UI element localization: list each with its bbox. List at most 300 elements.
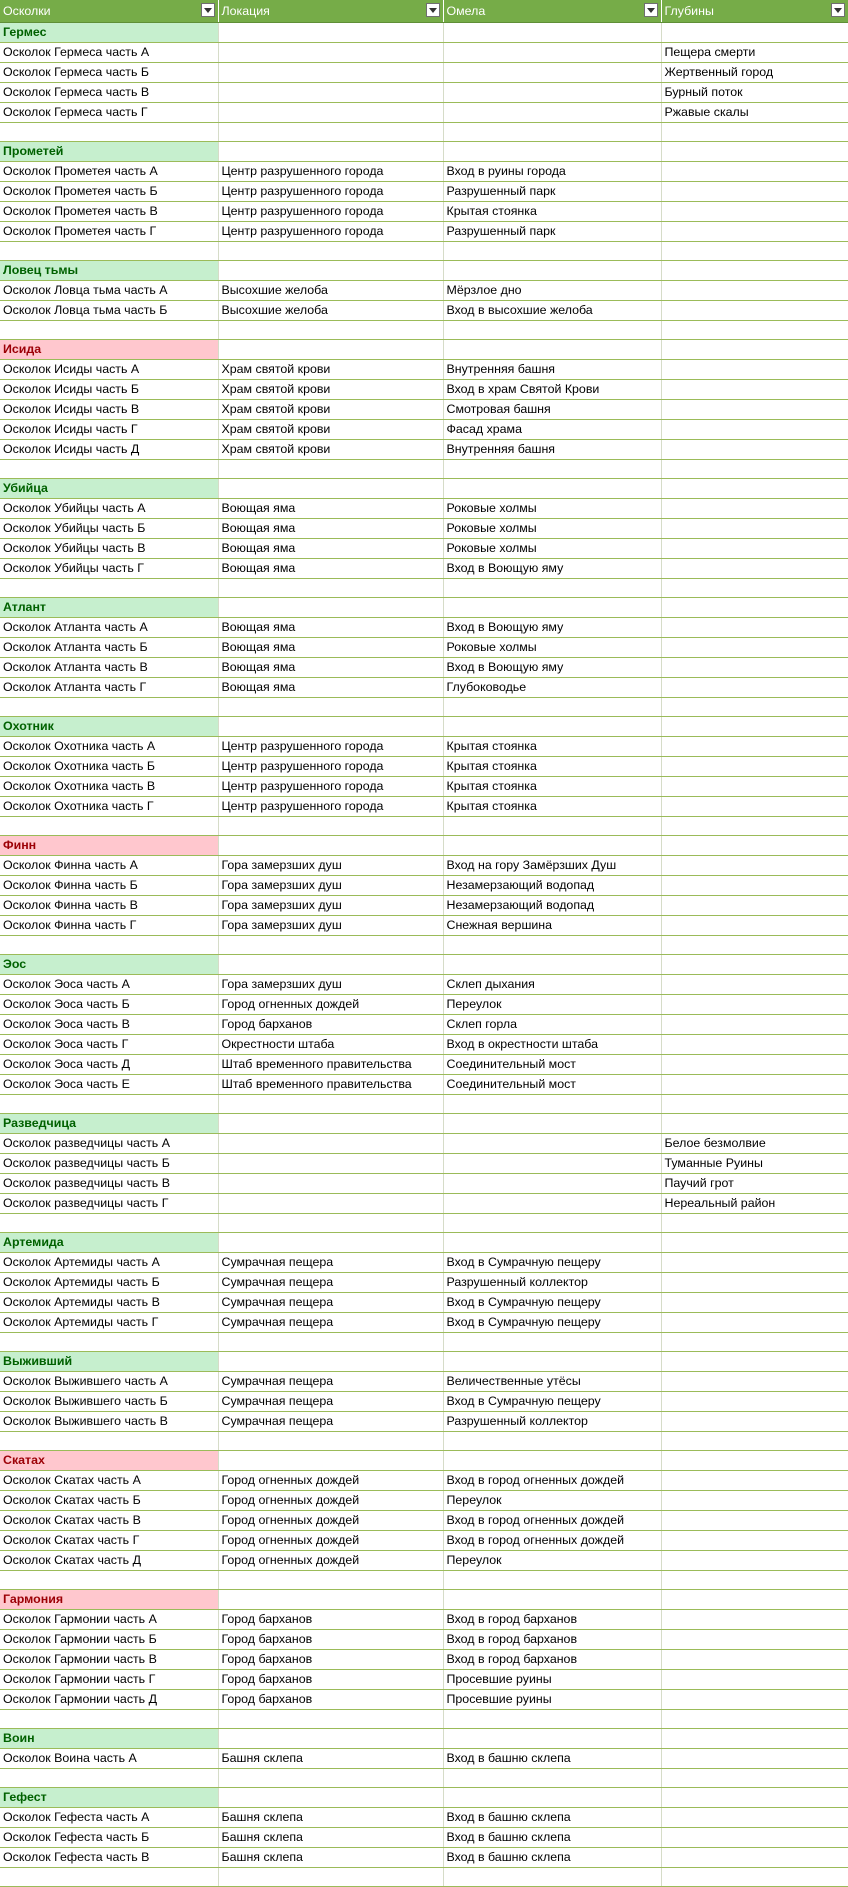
mistletoe-cell[interactable]: Соединительный мост	[443, 1055, 661, 1075]
mistletoe-cell[interactable]: Фасад храма	[443, 420, 661, 440]
empty-cell[interactable]	[218, 579, 443, 598]
empty-cell[interactable]	[443, 1233, 661, 1253]
shard-cell[interactable]: Осколок Артемиды часть В	[0, 1293, 218, 1313]
empty-cell[interactable]	[443, 1571, 661, 1590]
depths-cell[interactable]	[661, 499, 848, 519]
empty-cell[interactable]	[0, 1432, 218, 1451]
empty-cell[interactable]	[661, 598, 848, 618]
empty-cell[interactable]	[443, 1710, 661, 1729]
mistletoe-cell[interactable]	[443, 1134, 661, 1154]
empty-cell[interactable]	[661, 261, 848, 281]
depths-cell[interactable]	[661, 420, 848, 440]
depths-cell[interactable]	[661, 1511, 848, 1531]
empty-cell[interactable]	[661, 955, 848, 975]
mistletoe-cell[interactable]: Смотровая башня	[443, 400, 661, 420]
depths-cell[interactable]	[661, 1075, 848, 1095]
depths-cell[interactable]	[661, 995, 848, 1015]
empty-cell[interactable]	[218, 1590, 443, 1610]
group-name-cell[interactable]: Гармония	[0, 1590, 218, 1610]
group-name-cell[interactable]: Воин	[0, 1729, 218, 1749]
empty-cell[interactable]	[218, 1214, 443, 1233]
depths-cell[interactable]	[661, 1828, 848, 1848]
empty-cell[interactable]	[218, 123, 443, 142]
empty-cell[interactable]	[0, 123, 218, 142]
column-header-depths[interactable]	[661, 0, 848, 23]
empty-cell[interactable]	[0, 460, 218, 479]
location-cell[interactable]	[218, 103, 443, 123]
mistletoe-cell[interactable]: Вход в город барханов	[443, 1630, 661, 1650]
depths-cell[interactable]	[661, 777, 848, 797]
location-cell[interactable]: Храм святой крови	[218, 420, 443, 440]
shard-cell[interactable]: Осколок Атланта часть В	[0, 658, 218, 678]
shard-cell[interactable]: Осколок Убийцы часть В	[0, 539, 218, 559]
empty-cell[interactable]	[443, 242, 661, 261]
depths-cell[interactable]	[661, 1650, 848, 1670]
column-header-shards[interactable]	[0, 0, 218, 23]
depths-cell[interactable]	[661, 975, 848, 995]
empty-cell[interactable]	[218, 479, 443, 499]
depths-cell[interactable]	[661, 222, 848, 242]
location-cell[interactable]: Храм святой крови	[218, 380, 443, 400]
empty-cell[interactable]	[661, 1352, 848, 1372]
location-cell[interactable]: Сумрачная пещера	[218, 1253, 443, 1273]
empty-cell[interactable]	[443, 1729, 661, 1749]
location-cell[interactable]: Сумрачная пещера	[218, 1372, 443, 1392]
empty-cell[interactable]	[443, 717, 661, 737]
empty-cell[interactable]	[661, 460, 848, 479]
empty-cell[interactable]	[661, 321, 848, 340]
depths-cell[interactable]	[661, 1253, 848, 1273]
shard-cell[interactable]: Осколок Ловца тьма часть А	[0, 281, 218, 301]
shard-cell[interactable]: Осколок Убийцы часть Г	[0, 559, 218, 579]
empty-cell[interactable]	[443, 1352, 661, 1372]
shard-cell[interactable]: Осколок Атланта часть А	[0, 618, 218, 638]
empty-cell[interactable]	[0, 936, 218, 955]
empty-cell[interactable]	[661, 1788, 848, 1808]
shard-cell[interactable]: Осколок Прометея часть В	[0, 202, 218, 222]
shard-cell[interactable]: Осколок Эоса часть Б	[0, 995, 218, 1015]
mistletoe-cell[interactable]: Крытая стоянка	[443, 737, 661, 757]
empty-cell[interactable]	[661, 1432, 848, 1451]
shard-cell[interactable]: Осколок Исиды часть А	[0, 360, 218, 380]
depths-cell[interactable]: Нереальный район	[661, 1194, 848, 1214]
shard-cell[interactable]: Осколок Выжившего часть Б	[0, 1392, 218, 1412]
empty-cell[interactable]	[661, 1729, 848, 1749]
location-cell[interactable]: Город огненных дождей	[218, 1491, 443, 1511]
mistletoe-cell[interactable]: Разрушенный коллектор	[443, 1273, 661, 1293]
empty-cell[interactable]	[218, 1788, 443, 1808]
empty-cell[interactable]	[218, 340, 443, 360]
empty-cell[interactable]	[443, 836, 661, 856]
empty-cell[interactable]	[661, 817, 848, 836]
shard-cell[interactable]: Осколок Скатах часть В	[0, 1511, 218, 1531]
mistletoe-cell[interactable]: Крытая стоянка	[443, 757, 661, 777]
shard-cell[interactable]: Осколок Гермеса часть А	[0, 43, 218, 63]
shard-cell[interactable]: Осколок Исиды часть Б	[0, 380, 218, 400]
empty-cell[interactable]	[218, 1352, 443, 1372]
shard-cell[interactable]: Осколок Гермеса часть В	[0, 83, 218, 103]
location-cell[interactable]	[218, 1174, 443, 1194]
mistletoe-cell[interactable]: Мёрзлое дно	[443, 281, 661, 301]
group-name-cell[interactable]: Эос	[0, 955, 218, 975]
shard-cell[interactable]: Осколок Исиды часть В	[0, 400, 218, 420]
empty-cell[interactable]	[218, 717, 443, 737]
empty-cell[interactable]	[661, 1233, 848, 1253]
empty-cell[interactable]	[218, 142, 443, 162]
depths-cell[interactable]	[661, 1055, 848, 1075]
mistletoe-cell[interactable]: Разрушенный парк	[443, 222, 661, 242]
shard-cell[interactable]: Осколок Финна часть В	[0, 896, 218, 916]
location-cell[interactable]: Храм святой крови	[218, 400, 443, 420]
depths-cell[interactable]	[661, 896, 848, 916]
location-cell[interactable]: Воющая яма	[218, 658, 443, 678]
location-cell[interactable]: Штаб временного правительства	[218, 1075, 443, 1095]
empty-cell[interactable]	[443, 261, 661, 281]
empty-cell[interactable]	[661, 579, 848, 598]
location-cell[interactable]: Город барханов	[218, 1650, 443, 1670]
empty-cell[interactable]	[218, 955, 443, 975]
depths-cell[interactable]	[661, 1015, 848, 1035]
depths-cell[interactable]	[661, 400, 848, 420]
mistletoe-cell[interactable]: Вход в город барханов	[443, 1610, 661, 1630]
mistletoe-cell[interactable]: Переулок	[443, 1551, 661, 1571]
depths-cell[interactable]	[661, 797, 848, 817]
empty-cell[interactable]	[0, 1868, 218, 1887]
empty-cell[interactable]	[661, 242, 848, 261]
depths-cell[interactable]	[661, 360, 848, 380]
depths-cell[interactable]	[661, 1273, 848, 1293]
mistletoe-cell[interactable]: Переулок	[443, 995, 661, 1015]
mistletoe-cell[interactable]: Крытая стоянка	[443, 797, 661, 817]
location-cell[interactable]: Центр разрушенного города	[218, 797, 443, 817]
empty-cell[interactable]	[443, 1114, 661, 1134]
column-header-mistletoe[interactable]	[443, 0, 661, 23]
location-cell[interactable]: Сумрачная пещера	[218, 1392, 443, 1412]
empty-cell[interactable]	[661, 698, 848, 717]
shard-cell[interactable]: Осколок Выжившего часть В	[0, 1412, 218, 1432]
shard-cell[interactable]: Осколок Артемиды часть А	[0, 1253, 218, 1273]
location-cell[interactable]: Город огненных дождей	[218, 1511, 443, 1531]
empty-cell[interactable]	[661, 1769, 848, 1788]
location-cell[interactable]: Воющая яма	[218, 638, 443, 658]
shard-cell[interactable]: Осколок Гармонии часть Б	[0, 1630, 218, 1650]
empty-cell[interactable]	[218, 321, 443, 340]
location-cell[interactable]: Воющая яма	[218, 539, 443, 559]
location-cell[interactable]: Сумрачная пещера	[218, 1293, 443, 1313]
mistletoe-cell[interactable]: Переулок	[443, 1491, 661, 1511]
location-cell[interactable]: Гора замерзших душ	[218, 916, 443, 936]
location-cell[interactable]: Город барханов	[218, 1015, 443, 1035]
location-cell[interactable]	[218, 1134, 443, 1154]
depths-cell[interactable]	[661, 519, 848, 539]
location-cell[interactable]: Центр разрушенного города	[218, 222, 443, 242]
empty-cell[interactable]	[218, 1114, 443, 1134]
depths-cell[interactable]	[661, 539, 848, 559]
shard-cell[interactable]: Осколок Гефеста часть А	[0, 1808, 218, 1828]
shard-cell[interactable]: Осколок Гармонии часть В	[0, 1650, 218, 1670]
location-cell[interactable]: Город барханов	[218, 1690, 443, 1710]
location-cell[interactable]	[218, 1154, 443, 1174]
depths-cell[interactable]	[661, 1610, 848, 1630]
location-cell[interactable]: Воющая яма	[218, 678, 443, 698]
mistletoe-cell[interactable]: Незамерзающий водопад	[443, 876, 661, 896]
location-cell[interactable]: Центр разрушенного города	[218, 202, 443, 222]
shard-cell[interactable]: Осколок разведчицы часть А	[0, 1134, 218, 1154]
mistletoe-cell[interactable]: Вход в Сумрачную пещеру	[443, 1313, 661, 1333]
location-cell[interactable]: Храм святой крови	[218, 360, 443, 380]
location-cell[interactable]: Высохшие желоба	[218, 301, 443, 321]
mistletoe-cell[interactable]: Роковые холмы	[443, 539, 661, 559]
mistletoe-cell[interactable]	[443, 1174, 661, 1194]
location-cell[interactable]: Башня склепа	[218, 1848, 443, 1868]
depths-cell[interactable]	[661, 1471, 848, 1491]
empty-cell[interactable]	[443, 340, 661, 360]
depths-cell[interactable]	[661, 1551, 848, 1571]
empty-cell[interactable]	[443, 479, 661, 499]
mistletoe-cell[interactable]: Вход в храм Святой Крови	[443, 380, 661, 400]
depths-cell[interactable]	[661, 876, 848, 896]
location-cell[interactable]	[218, 83, 443, 103]
shard-cell[interactable]: Осколок Гермеса часть Г	[0, 103, 218, 123]
group-name-cell[interactable]: Убийца	[0, 479, 218, 499]
mistletoe-cell[interactable]: Склеп горла	[443, 1015, 661, 1035]
empty-cell[interactable]	[218, 261, 443, 281]
empty-cell[interactable]	[218, 936, 443, 955]
group-name-cell[interactable]: Прометей	[0, 142, 218, 162]
depths-cell[interactable]	[661, 1808, 848, 1828]
depths-cell[interactable]: Паучий грот	[661, 1174, 848, 1194]
location-cell[interactable]: Сумрачная пещера	[218, 1313, 443, 1333]
group-name-cell[interactable]: Выживший	[0, 1352, 218, 1372]
group-name-cell[interactable]: Ловец тьмы	[0, 261, 218, 281]
mistletoe-cell[interactable]: Вход в Воющую яму	[443, 618, 661, 638]
shard-cell[interactable]: Осколок Эоса часть Г	[0, 1035, 218, 1055]
location-cell[interactable]	[218, 43, 443, 63]
depths-cell[interactable]	[661, 1392, 848, 1412]
group-name-cell[interactable]: Гермес	[0, 23, 218, 43]
mistletoe-cell[interactable]: Крытая стоянка	[443, 202, 661, 222]
shard-cell[interactable]: Осколок Эоса часть А	[0, 975, 218, 995]
empty-cell[interactable]	[443, 23, 661, 43]
location-cell[interactable]	[218, 63, 443, 83]
depths-cell[interactable]: Жертвенный город	[661, 63, 848, 83]
empty-cell[interactable]	[218, 242, 443, 261]
location-cell[interactable]: Центр разрушенного города	[218, 162, 443, 182]
mistletoe-cell[interactable]	[443, 1154, 661, 1174]
mistletoe-cell[interactable]: Вход в высохшие желоба	[443, 301, 661, 321]
depths-cell[interactable]	[661, 1293, 848, 1313]
mistletoe-cell[interactable]: Вход в башню склепа	[443, 1808, 661, 1828]
empty-cell[interactable]	[443, 1095, 661, 1114]
location-cell[interactable]	[218, 1194, 443, 1214]
empty-cell[interactable]	[0, 1571, 218, 1590]
depths-cell[interactable]	[661, 1749, 848, 1769]
empty-cell[interactable]	[661, 717, 848, 737]
empty-cell[interactable]	[0, 1333, 218, 1352]
depths-cell[interactable]	[661, 182, 848, 202]
empty-cell[interactable]	[218, 1333, 443, 1352]
shard-cell[interactable]: Осколок Скатах часть Г	[0, 1531, 218, 1551]
empty-cell[interactable]	[443, 598, 661, 618]
location-cell[interactable]: Город барханов	[218, 1630, 443, 1650]
empty-cell[interactable]	[443, 1214, 661, 1233]
shard-cell[interactable]: Осколок Убийцы часть Б	[0, 519, 218, 539]
empty-cell[interactable]	[661, 1214, 848, 1233]
group-name-cell[interactable]: Атлант	[0, 598, 218, 618]
empty-cell[interactable]	[443, 817, 661, 836]
shard-cell[interactable]: Осколок разведчицы часть Б	[0, 1154, 218, 1174]
depths-cell[interactable]	[661, 1035, 848, 1055]
filter-dropdown-icon[interactable]	[831, 3, 845, 17]
empty-cell[interactable]	[218, 598, 443, 618]
empty-cell[interactable]	[0, 698, 218, 717]
shard-cell[interactable]: Осколок Гармонии часть А	[0, 1610, 218, 1630]
mistletoe-cell[interactable]	[443, 83, 661, 103]
location-cell[interactable]: Воющая яма	[218, 519, 443, 539]
shard-cell[interactable]: Осколок Гармонии часть Д	[0, 1690, 218, 1710]
depths-cell[interactable]	[661, 281, 848, 301]
location-cell[interactable]: Центр разрушенного города	[218, 182, 443, 202]
mistletoe-cell[interactable]: Вход в город огненных дождей	[443, 1531, 661, 1551]
empty-cell[interactable]	[661, 1451, 848, 1471]
shard-cell[interactable]: Осколок Атланта часть Б	[0, 638, 218, 658]
group-name-cell[interactable]: Гефест	[0, 1788, 218, 1808]
empty-cell[interactable]	[661, 1868, 848, 1887]
location-cell[interactable]: Гора замерзших душ	[218, 975, 443, 995]
location-cell[interactable]: Гора замерзших душ	[218, 896, 443, 916]
empty-cell[interactable]	[661, 936, 848, 955]
empty-cell[interactable]	[661, 479, 848, 499]
depths-cell[interactable]	[661, 559, 848, 579]
empty-cell[interactable]	[443, 1868, 661, 1887]
empty-cell[interactable]	[0, 1214, 218, 1233]
filter-dropdown-icon[interactable]	[426, 3, 440, 17]
mistletoe-cell[interactable]	[443, 103, 661, 123]
mistletoe-cell[interactable]: Роковые холмы	[443, 499, 661, 519]
empty-cell[interactable]	[661, 1333, 848, 1352]
empty-cell[interactable]	[661, 123, 848, 142]
depths-cell[interactable]	[661, 856, 848, 876]
mistletoe-cell[interactable]: Вход в город огненных дождей	[443, 1511, 661, 1531]
mistletoe-cell[interactable]: Вход в башню склепа	[443, 1848, 661, 1868]
location-cell[interactable]: Воющая яма	[218, 559, 443, 579]
mistletoe-cell[interactable]: Снежная вершина	[443, 916, 661, 936]
shard-cell[interactable]: Осколок Финна часть А	[0, 856, 218, 876]
mistletoe-cell[interactable]: Соединительный мост	[443, 1075, 661, 1095]
mistletoe-cell[interactable]: Вход в башню склепа	[443, 1828, 661, 1848]
location-cell[interactable]: Центр разрушенного города	[218, 777, 443, 797]
empty-cell[interactable]	[218, 460, 443, 479]
shard-cell[interactable]: Осколок Артемиды часть Г	[0, 1313, 218, 1333]
empty-cell[interactable]	[443, 123, 661, 142]
mistletoe-cell[interactable]: Незамерзающий водопад	[443, 896, 661, 916]
mistletoe-cell[interactable]: Просевшие руины	[443, 1670, 661, 1690]
depths-cell[interactable]	[661, 1372, 848, 1392]
shard-cell[interactable]: Осколок Охотника часть В	[0, 777, 218, 797]
mistletoe-cell[interactable]: Вход на гору Замёрзших Душ	[443, 856, 661, 876]
filter-dropdown-icon[interactable]	[201, 3, 215, 17]
depths-cell[interactable]	[661, 301, 848, 321]
depths-cell[interactable]: Белое безмолвие	[661, 1134, 848, 1154]
mistletoe-cell[interactable]: Разрушенный коллектор	[443, 1412, 661, 1432]
empty-cell[interactable]	[443, 1769, 661, 1788]
mistletoe-cell[interactable]: Внутренняя башня	[443, 440, 661, 460]
empty-cell[interactable]	[218, 1095, 443, 1114]
depths-cell[interactable]: Пещера смерти	[661, 43, 848, 63]
shard-cell[interactable]: Осколок Охотника часть А	[0, 737, 218, 757]
empty-cell[interactable]	[443, 1788, 661, 1808]
depths-cell[interactable]	[661, 1531, 848, 1551]
location-cell[interactable]: Высохшие желоба	[218, 281, 443, 301]
depths-cell[interactable]: Бурный поток	[661, 83, 848, 103]
depths-cell[interactable]	[661, 1670, 848, 1690]
empty-cell[interactable]	[661, 340, 848, 360]
mistletoe-cell[interactable]: Роковые холмы	[443, 638, 661, 658]
empty-cell[interactable]	[218, 1571, 443, 1590]
empty-cell[interactable]	[218, 836, 443, 856]
mistletoe-cell[interactable]: Вход в город огненных дождей	[443, 1471, 661, 1491]
depths-cell[interactable]	[661, 1313, 848, 1333]
shard-cell[interactable]: Осколок Финна часть Б	[0, 876, 218, 896]
mistletoe-cell[interactable]: Внутренняя башня	[443, 360, 661, 380]
depths-cell[interactable]	[661, 380, 848, 400]
depths-cell[interactable]	[661, 1412, 848, 1432]
mistletoe-cell[interactable]: Вход в руины города	[443, 162, 661, 182]
mistletoe-cell[interactable]: Вход в башню склепа	[443, 1749, 661, 1769]
depths-cell[interactable]	[661, 658, 848, 678]
location-cell[interactable]: Город огненных дождей	[218, 995, 443, 1015]
group-name-cell[interactable]: Разведчица	[0, 1114, 218, 1134]
empty-cell[interactable]	[218, 1729, 443, 1749]
shard-cell[interactable]: Осколок Эоса часть В	[0, 1015, 218, 1035]
shard-cell[interactable]: Осколок Убийцы часть А	[0, 499, 218, 519]
empty-cell[interactable]	[443, 1451, 661, 1471]
shard-cell[interactable]: Осколок Прометея часть Г	[0, 222, 218, 242]
mistletoe-cell[interactable]: Вход в Сумрачную пещеру	[443, 1293, 661, 1313]
depths-cell[interactable]	[661, 440, 848, 460]
depths-cell[interactable]: Ржавые скалы	[661, 103, 848, 123]
shard-cell[interactable]: Осколок Гефеста часть В	[0, 1848, 218, 1868]
empty-cell[interactable]	[443, 698, 661, 717]
location-cell[interactable]: Воющая яма	[218, 499, 443, 519]
group-name-cell[interactable]: Артемида	[0, 1233, 218, 1253]
empty-cell[interactable]	[0, 817, 218, 836]
mistletoe-cell[interactable]: Вход в город барханов	[443, 1650, 661, 1670]
location-cell[interactable]: Воющая яма	[218, 618, 443, 638]
depths-cell[interactable]	[661, 202, 848, 222]
mistletoe-cell[interactable]	[443, 1194, 661, 1214]
empty-cell[interactable]	[661, 1571, 848, 1590]
depths-cell[interactable]	[661, 618, 848, 638]
location-cell[interactable]: Город барханов	[218, 1610, 443, 1630]
location-cell[interactable]: Центр разрушенного города	[218, 737, 443, 757]
shard-cell[interactable]: Осколок Гармонии часть Г	[0, 1670, 218, 1690]
shard-cell[interactable]: Осколок Исиды часть Д	[0, 440, 218, 460]
shard-cell[interactable]: Осколок Скатах часть Б	[0, 1491, 218, 1511]
shard-cell[interactable]: Осколок Скатах часть А	[0, 1471, 218, 1491]
group-name-cell[interactable]: Финн	[0, 836, 218, 856]
mistletoe-cell[interactable]: Склеп дыхания	[443, 975, 661, 995]
empty-cell[interactable]	[443, 321, 661, 340]
empty-cell[interactable]	[0, 321, 218, 340]
location-cell[interactable]: Башня склепа	[218, 1749, 443, 1769]
shard-cell[interactable]: Осколок Гермеса часть Б	[0, 63, 218, 83]
empty-cell[interactable]	[661, 1095, 848, 1114]
location-cell[interactable]: Окрестности штаба	[218, 1035, 443, 1055]
empty-cell[interactable]	[218, 817, 443, 836]
mistletoe-cell[interactable]: Глубоководье	[443, 678, 661, 698]
empty-cell[interactable]	[443, 1333, 661, 1352]
